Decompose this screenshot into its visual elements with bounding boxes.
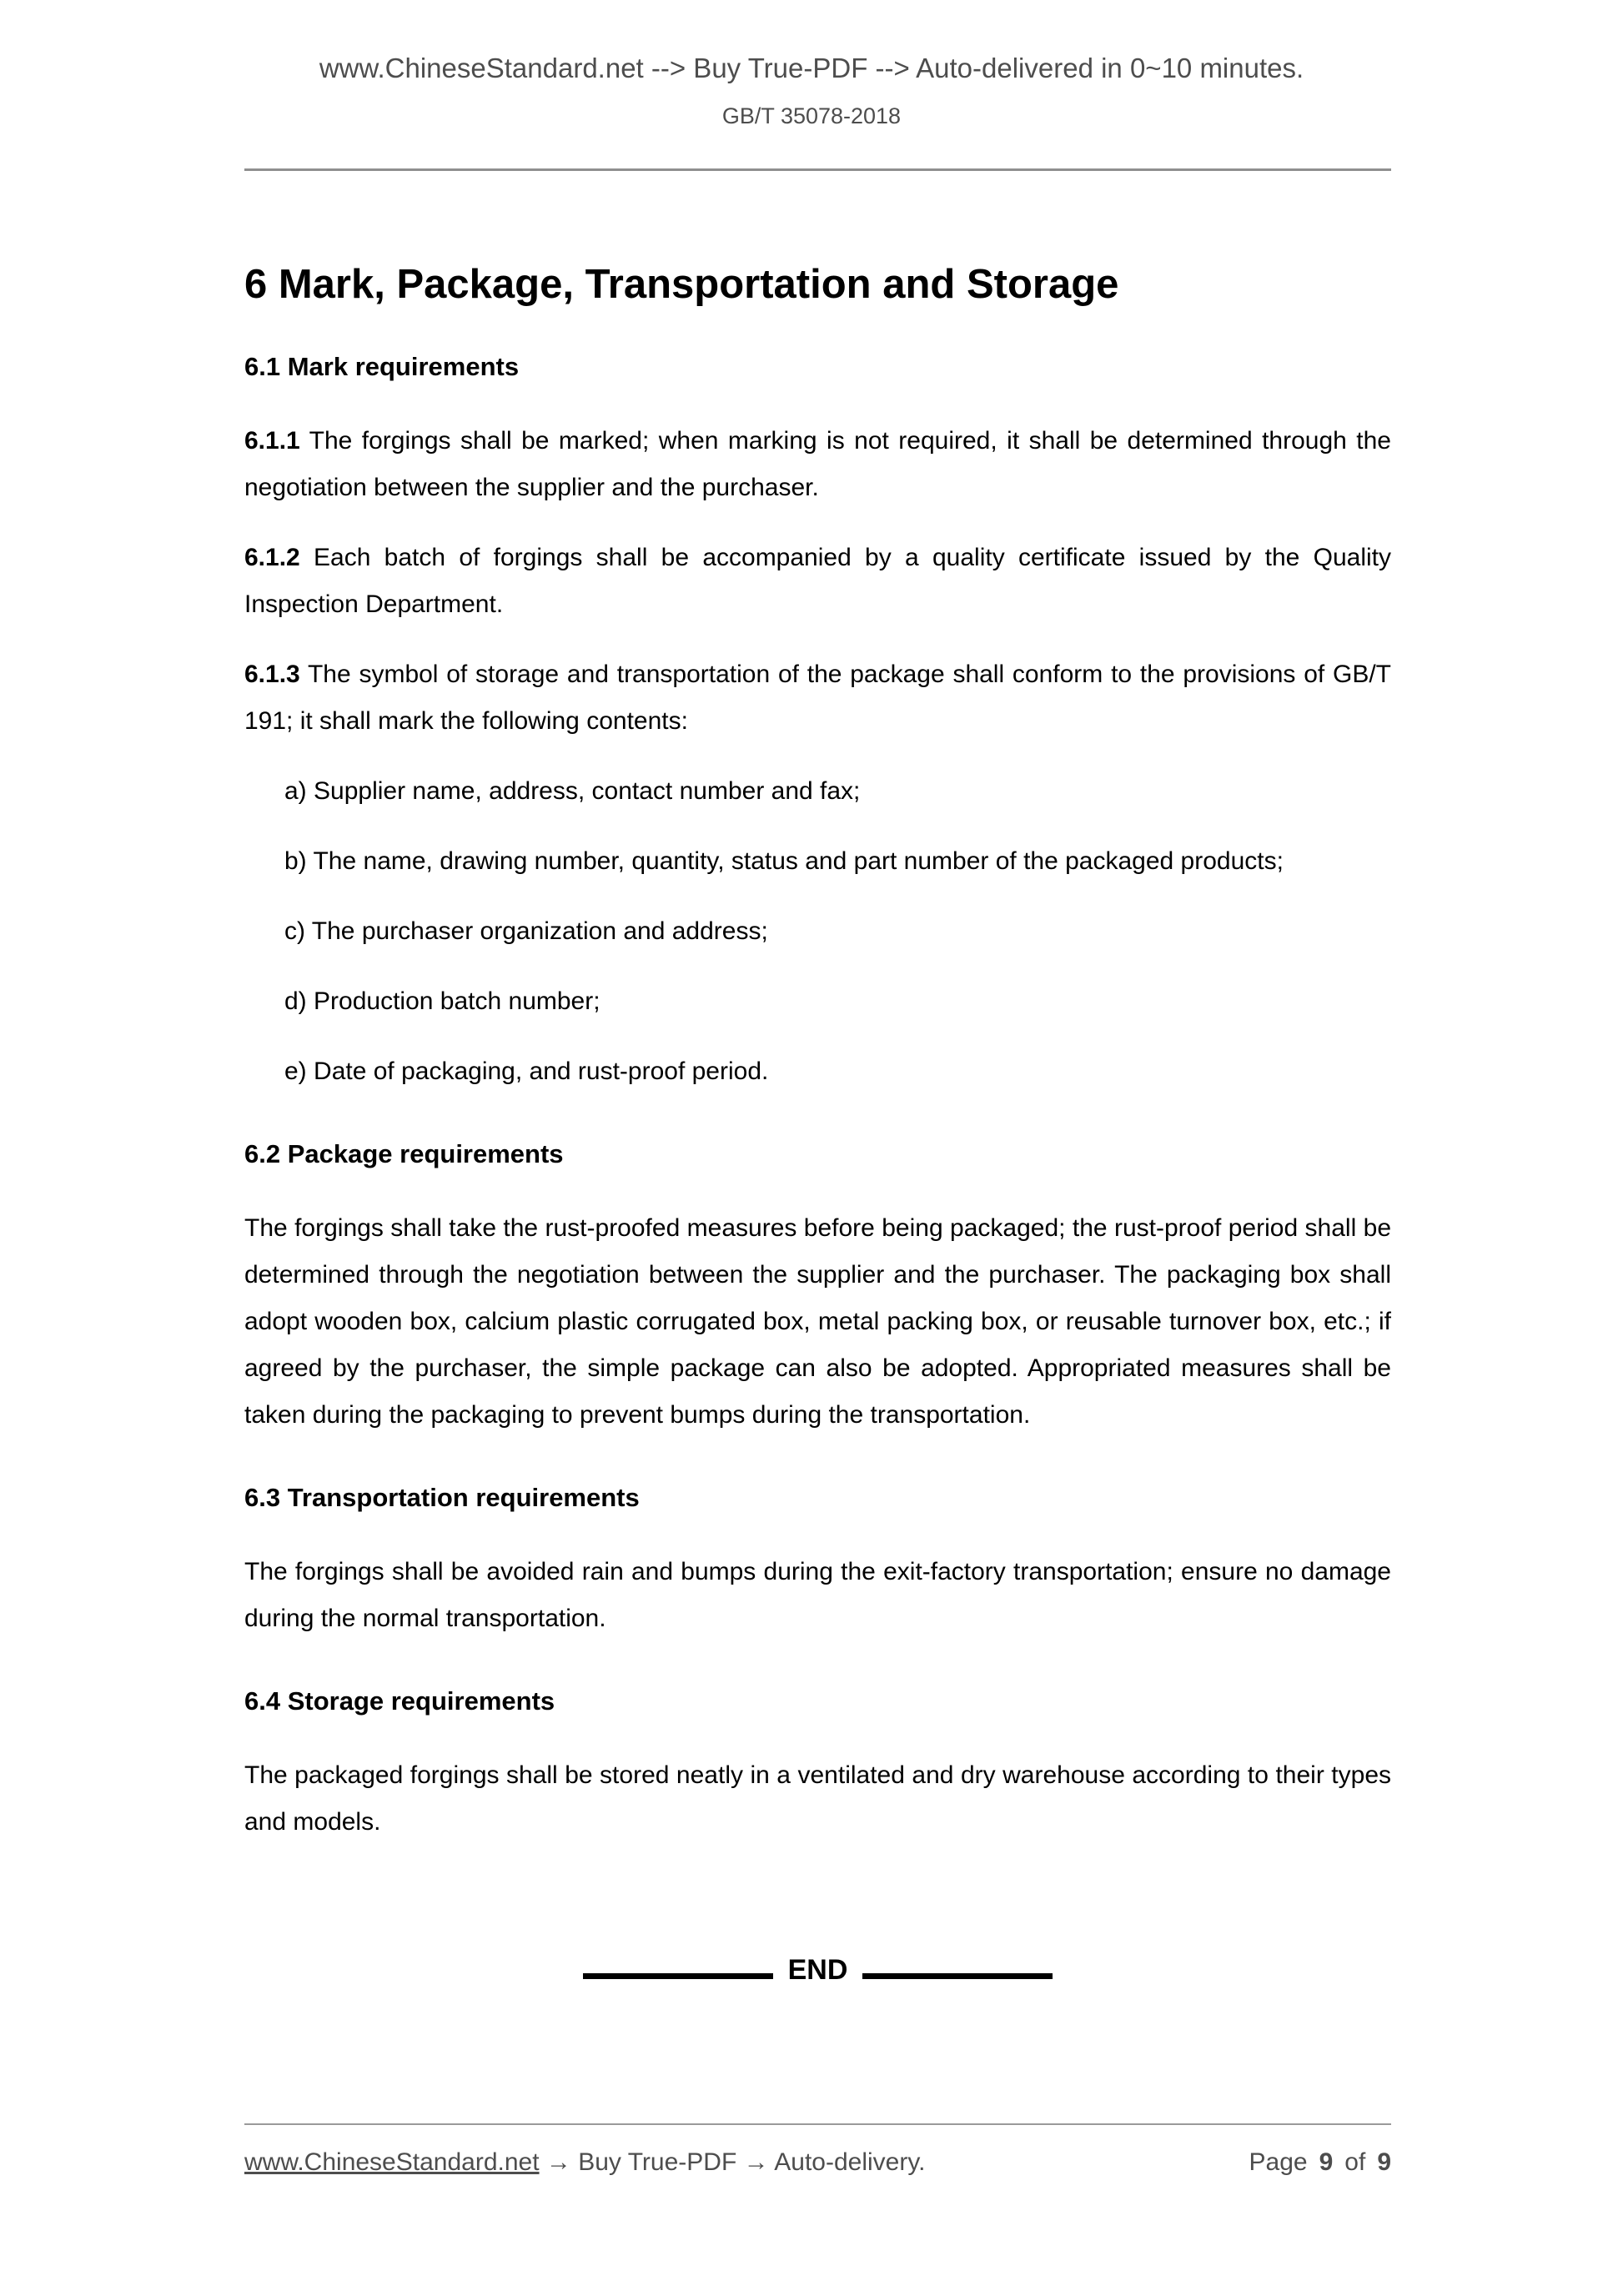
list-marker: b) bbox=[284, 847, 307, 875]
paragraph: The forgings shall take the rust-proofed measures before being packaged; the rust-proof period shall be determined through the negotiation between the supplier and the purchaser. The packaging box shall adopt wooden box, calcium plastic corrugated box, metal packing box, or reusable turnover box, etc.; if agreed by the purchaser, the simple package can also be adopted. Appropriated measures shall be taken during the packaging to prevent bumps during the transportation. bbox=[244, 1214, 1391, 1429]
paragraph: 6.1.1 The forgings shall be marked; when marking is not required, it shall be determined through the negotiation between the supplier and the purchaser. bbox=[244, 427, 1391, 501]
footer-tail-text: → Buy True-PDF → Auto-delivery. bbox=[539, 2148, 926, 2176]
footer-divider bbox=[244, 2123, 1391, 2125]
end-underscore-left bbox=[583, 1973, 773, 1979]
list-item: b) The name, drawing number, quantity, status and part number of the packaged products; bbox=[284, 847, 1284, 875]
sections bbox=[244, 351, 1391, 1846]
clause-number: 6.1.2 bbox=[244, 544, 300, 571]
header-divider bbox=[244, 168, 1391, 171]
footer-website-link[interactable]: www.ChineseStandard.net bbox=[244, 2148, 540, 2176]
document-body bbox=[244, 261, 1391, 1987]
section-heading: 6.1 Mark requirements bbox=[244, 352, 520, 381]
page-word: Page bbox=[1249, 2148, 1308, 2176]
clause-number: 6.1.3 bbox=[244, 661, 300, 688]
list-item: e) Date of packaging, and rust-proof period. bbox=[284, 1058, 769, 1085]
list-marker: e) bbox=[284, 1058, 307, 1085]
of-word: of bbox=[1344, 2148, 1366, 2176]
section-heading: 6.4 Storage requirements bbox=[244, 1686, 555, 1716]
paragraph: The packaged forgings shall be stored neatly in a ventilated and dry warehouse according to their types and models. bbox=[244, 1761, 1391, 1836]
clause-number: 6.1.1 bbox=[244, 427, 300, 455]
footer-left bbox=[244, 2147, 925, 2178]
end-marker bbox=[244, 1954, 1391, 1987]
list-item: d) Production batch number; bbox=[284, 987, 600, 1015]
end-label: END bbox=[787, 1954, 848, 1986]
list-item: c) The purchaser organization and address; bbox=[284, 917, 768, 945]
header-standard-number: GB/T 35078-2018 bbox=[721, 103, 902, 128]
section-heading: 6.3 Transportation requirements bbox=[244, 1483, 640, 1512]
header-promo-text: www.ChineseStandard.net --> Buy True-PDF --> Auto-delivered in 0~10 minutes. bbox=[319, 53, 1304, 83]
page-indicator bbox=[1249, 2147, 1391, 2178]
end-underscore-right bbox=[862, 1973, 1053, 1979]
paragraph: The forgings shall be avoided rain and bumps during the exit-factory transportation; ensure no damage during the normal transportation. bbox=[244, 1558, 1391, 1632]
list-item: a) Supplier name, address, contact number and fax; bbox=[284, 777, 861, 805]
list-marker: d) bbox=[284, 987, 307, 1015]
page-number-current: 9 bbox=[1319, 2148, 1334, 2176]
section-heading: 6.2 Package requirements bbox=[244, 1139, 564, 1168]
paragraph: 6.1.3 The symbol of storage and transportation of the package shall conform to the provisions of GB/T 191; it shall mark the following contents: bbox=[244, 661, 1391, 735]
paragraph: 6.1.2 Each batch of forgings shall be accompanied by a quality certificate issued by the Quality Inspection Department. bbox=[244, 544, 1391, 618]
footer-row bbox=[244, 2147, 1391, 2178]
page-number-total: 9 bbox=[1377, 2148, 1391, 2176]
page-title: 6 Mark, Package, Transportation and Storage bbox=[244, 262, 1119, 307]
page-header bbox=[0, 0, 1623, 171]
list-marker: a) bbox=[284, 777, 307, 805]
list-marker: c) bbox=[284, 917, 305, 945]
page-footer bbox=[244, 2123, 1391, 2178]
